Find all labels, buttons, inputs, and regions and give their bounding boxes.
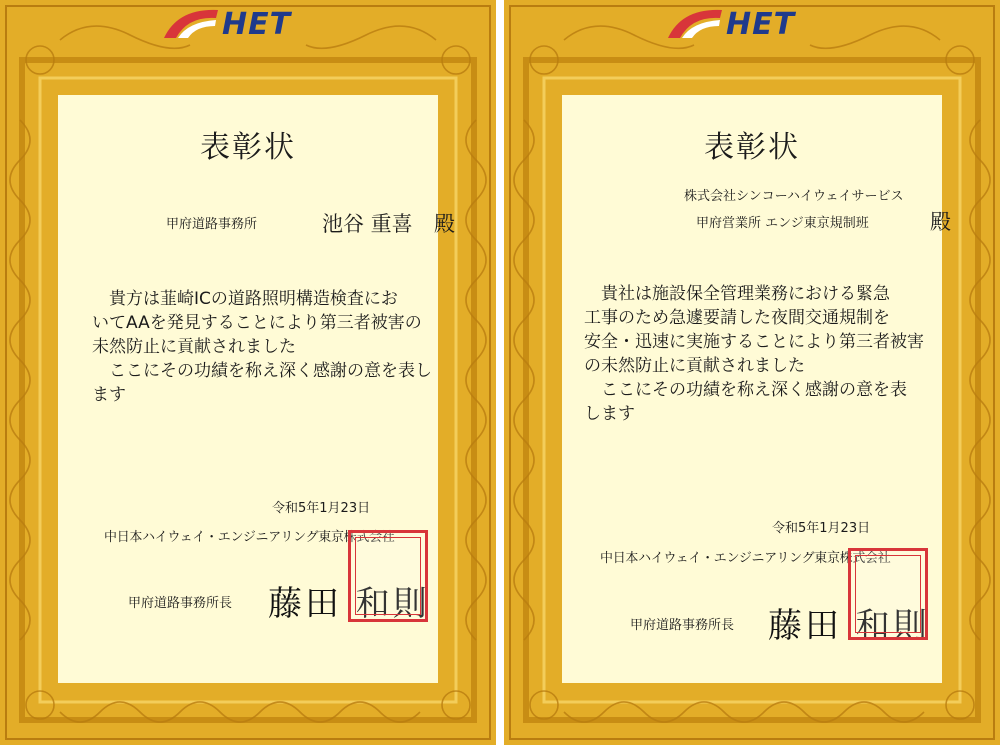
award-date: 令和5年1月23日 <box>772 521 871 536</box>
certificate-left <box>0 0 496 745</box>
recipient-line-1: 株式会社シンコーハイウェイサービス <box>684 189 904 204</box>
het-logo <box>664 4 844 44</box>
official-seal-stamp <box>848 548 928 640</box>
body-line: の未然防止に貢献されました <box>584 356 805 376</box>
recipient-honorific: 殿 <box>434 212 455 236</box>
het-swoosh-icon <box>160 4 220 44</box>
het-logo-text: HET <box>222 7 292 42</box>
het-logo <box>160 4 340 44</box>
issuer-org: 中日本ハイウェイ・エンジニアリング東京株式会社 <box>600 551 891 566</box>
body-line: します <box>584 404 635 424</box>
recipient-honorific: 殿 <box>930 210 951 234</box>
body-line: ここにその功績を称え深く感謝の意を表し <box>92 361 432 381</box>
certificate-title: 表彰状 <box>704 130 800 165</box>
signer-title: 甲府道路事務所長 <box>630 618 735 633</box>
recipient-line-2: 甲府営業所 エンジ東京規制班 <box>696 216 869 231</box>
body-line: いてAAを発見することにより第三者被害の <box>92 313 422 333</box>
body-line: ます <box>92 385 126 405</box>
body-line: 安全・迅速に実施することにより第三者被害 <box>584 332 924 352</box>
body-line: ここにその功績を称え深く感謝の意を表 <box>584 380 907 400</box>
certificate-body <box>584 282 944 426</box>
signer-name: 藤田 和則 <box>268 584 430 624</box>
body-line: 未然防止に貢献されました <box>92 337 296 357</box>
issuer-org: 中日本ハイウェイ・エンジニアリング東京株式会社 <box>104 530 395 545</box>
award-date: 令和5年1月23日 <box>272 501 371 516</box>
certificate-title: 表彰状 <box>200 130 296 165</box>
certificate-body <box>92 287 432 407</box>
het-swoosh-icon <box>664 4 724 44</box>
body-line: 工事のため急遽要請した夜間交通規制を <box>584 308 890 328</box>
certificate-right <box>504 0 1000 745</box>
het-logo-text: HET <box>726 7 796 42</box>
signer-title: 甲府道路事務所長 <box>128 596 233 611</box>
recipient-org: 甲府道路事務所 <box>166 217 258 232</box>
recipient-name: 池谷 重喜 <box>322 212 413 236</box>
signer-name: 藤田 和則 <box>768 606 930 646</box>
body-line: 貴社は施設保全管理業務における緊急 <box>584 284 890 304</box>
official-seal-stamp <box>348 530 428 622</box>
body-line: 貴方は韮崎ICの道路照明構造検査にお <box>92 289 398 309</box>
